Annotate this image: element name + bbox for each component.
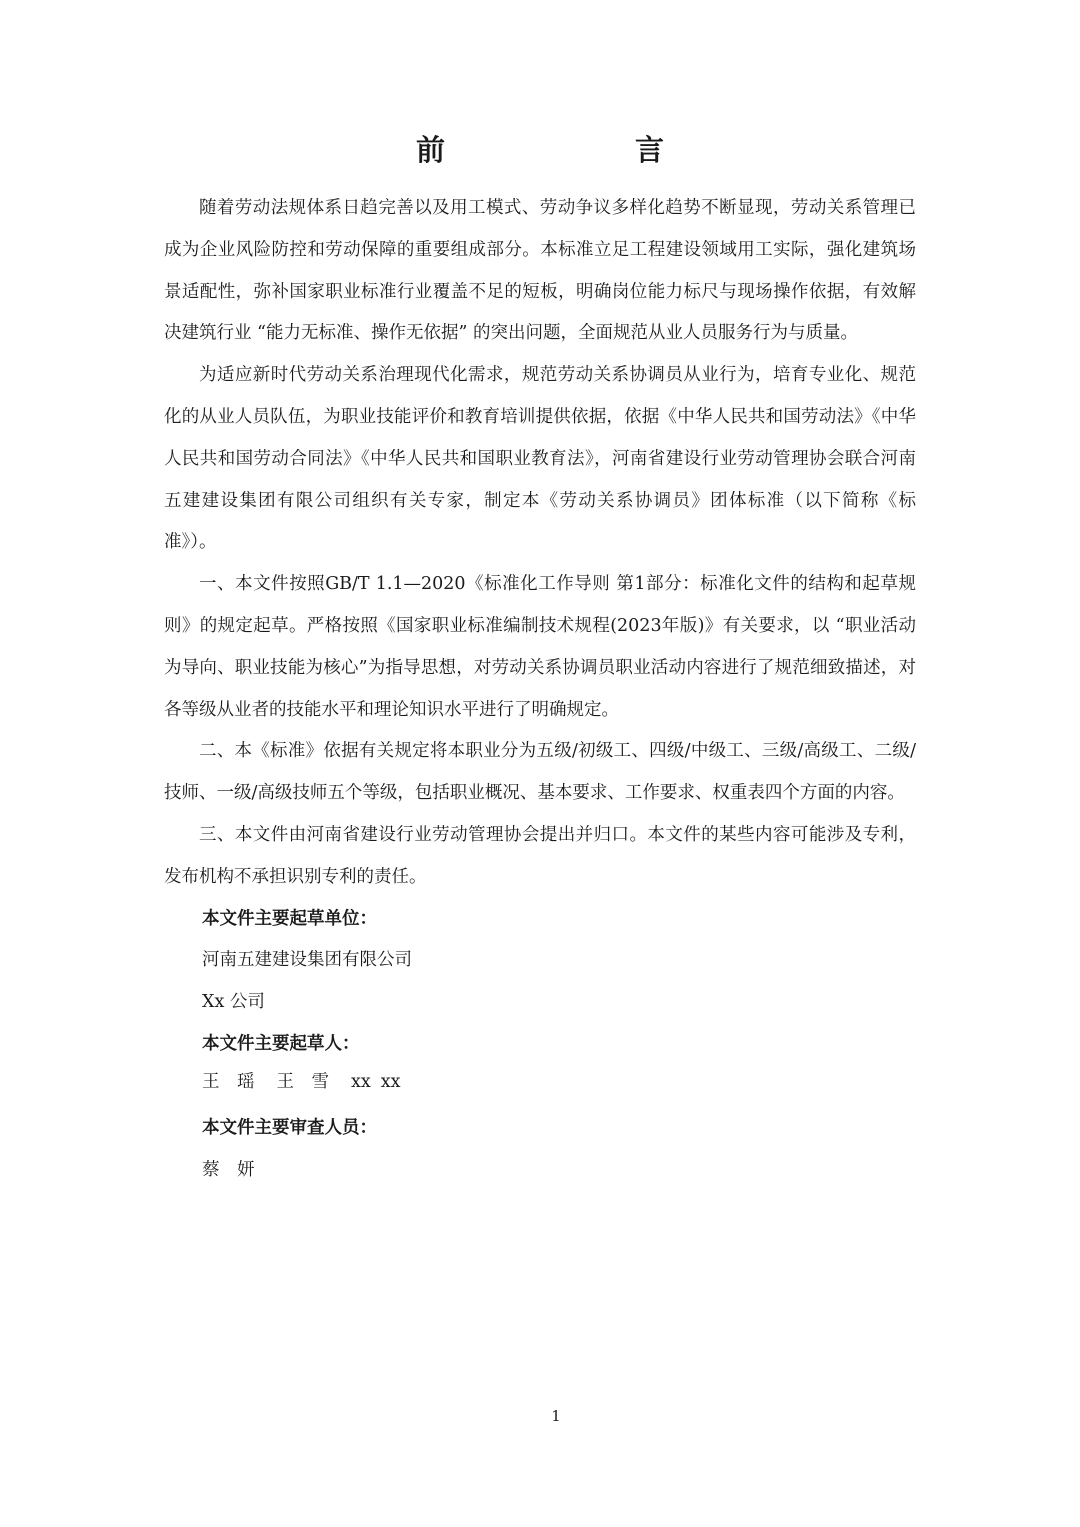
paragraph-item-1: 一、本文件按照GB/T 1.1—2020《标准化工作导则 第1部分：标准化文件的结构和起草规则》的规定起草。严格按照《国家职业标准编制技术规程(2023年版)》有关要求，以 “职业活动为导向、职业技能为核心”为指导思想，对劳动关系协调员职业活动内容进行了规范细致描述，对各等级从业者的技能水平和理论知识水平进行了明确规定。 [164,574,916,720]
page-number: 1 [551,1407,561,1425]
drafter-name: 王 雪 [276,1071,329,1092]
paragraph-intro: 随着劳动法规体系日趋完善以及用工模式、劳动争议多样化趋势不断显现，劳动关系管理已成为企业风险防控和劳动保障的重要组成部分。本标准立足工程建设领域用工实际，强化建筑场景适配性，弥补国家职业标准行业覆盖不足的短板，明确岗位能力标尺与现场操作依据，有效解决建筑行业 “能力无标准、操作无依据” 的突出问题，全面规范从业人员服务行为与质量。 [164,198,916,344]
document-body [164,188,916,1191]
drafters-list [164,1066,916,1098]
drafter-name: xx [351,1071,371,1092]
drafting-unit: 河南五建建设集团有限公司 [202,950,412,971]
drafting-units-label: 本文件主要起草单位： [202,908,377,929]
reviewers-label: 本文件主要审查人员： [202,1117,377,1138]
drafters-label: 本文件主要起草人： [202,1033,360,1054]
reviewer-name: 蔡 妍 [202,1159,255,1180]
drafter-name: 王 瑶 [202,1071,255,1092]
drafter-name: xx [380,1071,401,1092]
page-title: 前 言 [415,133,708,167]
drafting-unit: Xx 公司 [202,992,265,1013]
paragraph-item-3: 三、本文件由河南省建设行业劳动管理协会提出并归口。本文件的某些内容可能涉及专利，发布机构不承担识别专利的责任。 [164,824,916,887]
paragraph-purpose: 为适应新时代劳动关系治理现代化需求，规范劳动关系协调员从业行为，培育专业化、规范化的从业人员队伍，为职业技能评价和教育培训提供依据，依据《中华人民共和国劳动法》《中华人民共和国劳动合同法》《中华人民共和国职业教育法》，河南省建设行业劳动管理协会联合河南五建建设集团有限公司组织有关专家，制定本《劳动关系协调员》团体标准（以下简称《标准》）。 [164,365,916,553]
paragraph-item-2: 二、本《标准》依据有关规定将本职业分为五级/初级工、四级/中级工、三级/高级工、二级/技师、一级/高级技师五个等级，包括职业概况、基本要求、工作要求、权重表四个方面的内容。 [164,741,916,804]
